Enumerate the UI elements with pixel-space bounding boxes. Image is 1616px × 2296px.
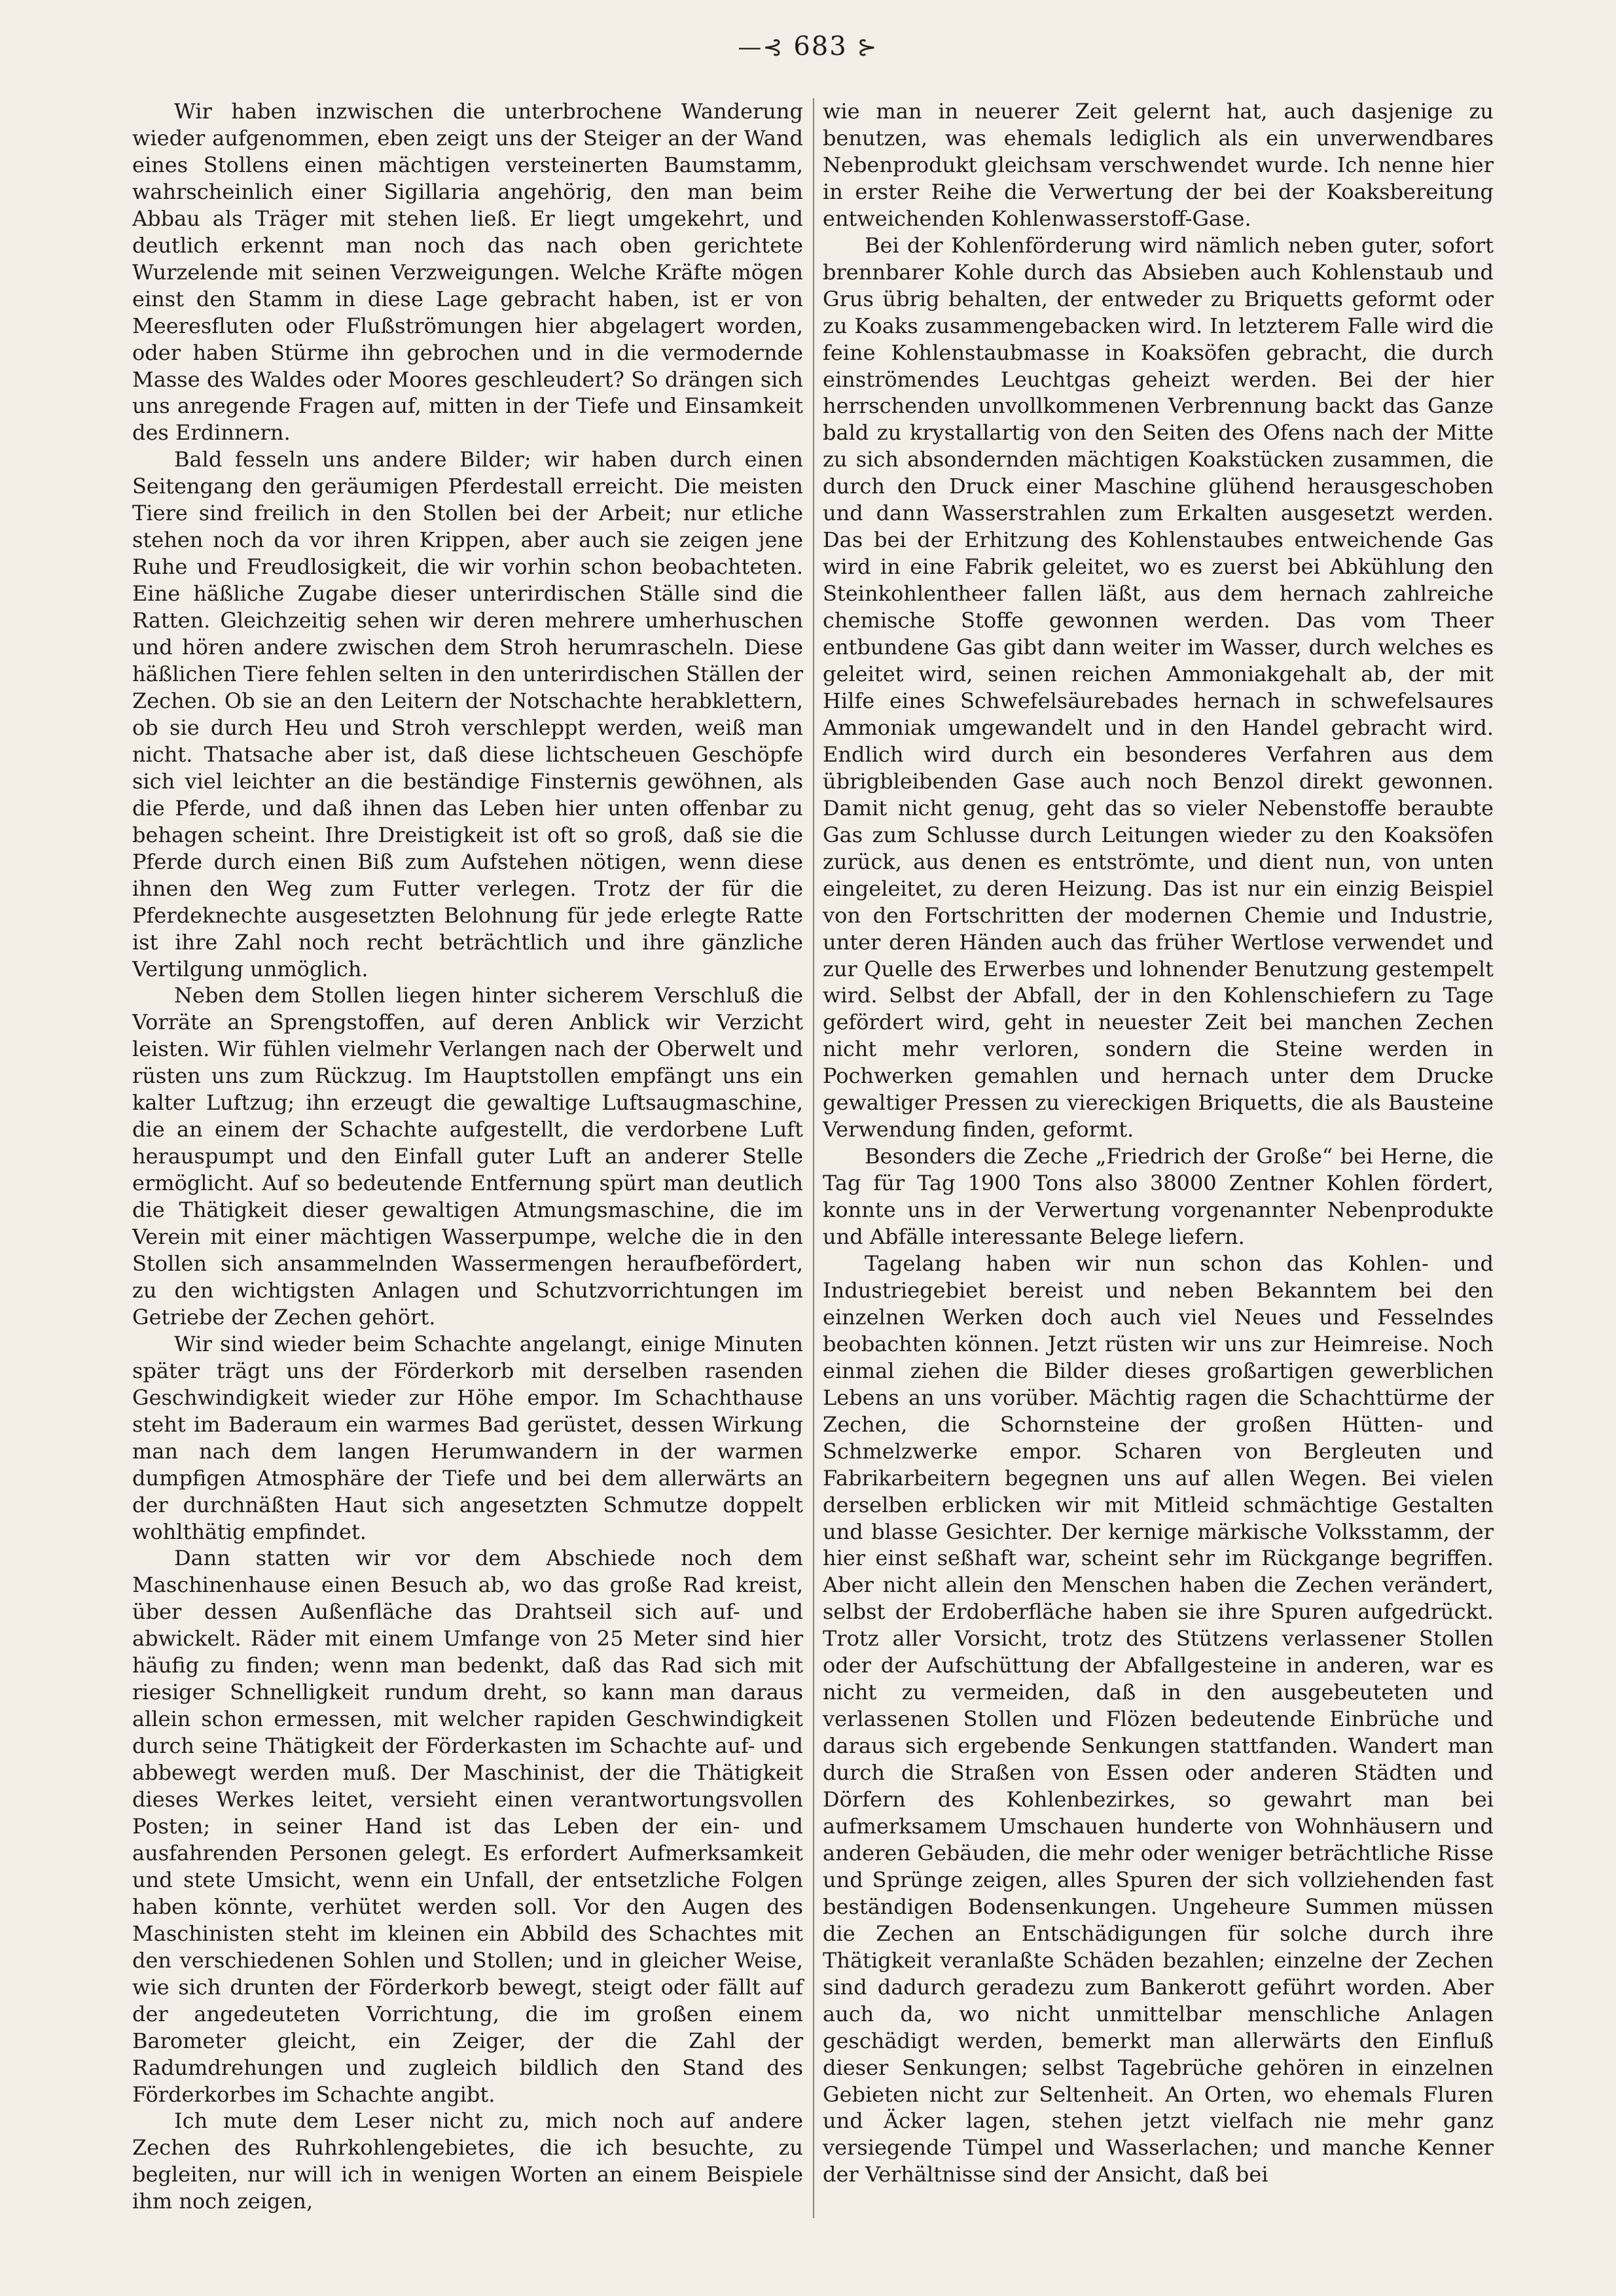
left-column	[132, 98, 803, 2215]
right-column	[823, 98, 1494, 2188]
page-number: 683	[793, 31, 848, 62]
paragraph: Tagelang haben wir nun schon das Kohlen- und Industriegebiet bereist und neben Bekanntem bei den einzelnen Werken doch auch viel Neues und Fesselndes beobachten können. Jetzt rüsten wir uns zur Heimreise. Noch einmal ziehen die Bilder dieses großartigen gewerblichen Lebens an uns vorüber. Mächtig ragen die Schachttürme der Zechen, die Schornsteine der großen Hütten- und Schmelzwerke empor. Scharen von Bergleuten und Fabrikarbeitern begegnen uns auf allen Wegen. Bei vielen derselben erblicken wir mit Mitleid schmächtige Gestalten und blasse Gesichter. Der kernige märkische Volksstamm, der hier einst seßhaft war, scheint sehr im Rückgange begriffen. Aber nicht allein den Menschen haben die Zechen verändert, selbst der Erdoberfläche haben sie ihre Spuren aufgedrückt. Trotz aller Vorsicht, trotz des Stützens verlassener Stollen oder der Aufschüttung der Abfallgesteine in anderen, war es nicht zu vermeiden, daß in den ausgebeuteten und verlassenen Stollen und Flözen bedeutende Einbrüche und daraus sich ergebende Senkungen stattfanden. Wandert man durch die Straßen von Essen oder anderen Städten und Dörfern des Kohlenbezirkes, so gewahrt man bei aufmerksamem Umschauen hunderte von Wohnhäusern und anderen Gebäuden, die mehr oder weniger beträchtliche Risse und Sprünge zeigen, alles Spuren der sich vollziehenden fast beständigen Bodensenkungen. Ungeheure Summen müssen die Zechen an Entschädigungen für solche durch ihre Thätigkeit veranlaßte Schäden bezahlen; einzelne der Zechen sind dadurch geradezu zum Bankerott geführt worden. Aber auch da, wo nicht unmittelbar menschliche Anlagen geschädigt werden, bemerkt man allerwärts den Einfluß dieser Senkungen; selbst Tagebrüche gehören in einzelnen Gebieten nicht zur Seltenheit. An Orten, wo ehemals Fluren und Äcker lagen, stehen jetzt vielfach nie mehr ganz versiegende Tümpel und Wasserlachen; und manche Kenner der Verhältnisse sind der Ansicht, daß bei	[823, 1250, 1494, 2187]
paragraph: Wir sind wieder beim Schachte angelangt, einige Minuten später trägt uns der Förderkorb mit derselben rasenden Geschwindigkeit wieder zur Höhe empor. Im Schachthause steht im Baderaum ein warmes Bad gerüstet, dessen Wirkung man nach dem langen Herumwandern in der warmen dumpfigen Atmosphäre der Tiefe und bei dem allerwärts an der durchnäßten Haut sich angesetzten Schmutze doppelt wohlthätig empfindet.	[132, 1331, 803, 1544]
paragraph: Dann statten wir vor dem Abschiede noch dem Maschinenhause einen Besuch ab, wo das große Rad kreist, über dessen Außenfläche das Drahtseil sich auf- und abwickelt. Räder mit einem Umfange von 25 Meter sind hier häufig zu finden; wenn man bedenkt, daß das Rad sich mit riesiger Schnelligkeit rundum dreht, so kann man daraus allein schon ermessen, mit welcher rapiden Geschwindigkeit durch seine Thätigkeit der Förderkasten im Schachte auf- und abbewegt werden muß. Der Maschinist, der die Thätigkeit dieses Werkes leitet, versieht einen verantwortungsvollen Posten; in seiner Hand ist das Leben der ein- und ausfahrenden Personen gelegt. Es erfordert Aufmerksamkeit und stete Umsicht, wenn ein Unfall, der entsetzliche Folgen haben könnte, verhütet werden soll. Vor den Augen des Maschinisten steht im kleinen ein Abbild des Schachtes mit den verschiedenen Sohlen und Stollen; und in gleicher Weise, wie sich drunten der Förderkorb bewegt, steigt oder fällt auf der angedeuteten Vorrichtung, die im großen einem Barometer gleicht, ein Zeiger, der die Zahl der Radumdrehungen und zugleich bildlich den Stand des Förderkorbes im Schachte angibt.	[132, 1545, 803, 2107]
paragraph: Neben dem Stollen liegen hinter sicherem Verschluß die Vorräte an Sprengstoffen, auf deren Anblick wir Verzicht leisten. Wir fühlen vielmehr Verlangen nach der Oberwelt und rüsten uns zum Rückzug. Im Hauptstollen empfängt uns ein kalter Luftzug; ihn erzeugt die gewaltige Luftsaugmaschine, die an einem der Schachte aufgestellt, die verdorbene Luft herauspumpt und den Einfall guter Luft an anderer Stelle ermöglicht. Auf so bedeutende Entfernung spürt man deutlich die Thätigkeit dieser gewaltigen Atmungsmaschine, die im Verein mit einer mächtigen Wasserpumpe, welche die in den Stollen sich ansammelnden Wassermengen heraufbefördert, zu den wichtigsten Anlagen und Schutzvorrichtungen im Getriebe der Zechen gehört.	[132, 983, 803, 1330]
paragraph: wie man in neuerer Zeit gelernt hat, auch dasjenige zu benutzen, was ehemals lediglich als ein unverwendbares Nebenprodukt gleichsam verschwendet wurde. Ich nenne hier in erster Reihe die Verwertung der bei der Koaksbereitung entweichenden Kohlenwasserstoff-Gase.	[823, 99, 1494, 231]
paragraph: Wir haben inzwischen die unterbrochene Wanderung wieder aufgenommen, eben zeigt uns der Steiger an der Wand eines Stollens einen mächtigen versteinerten Baumstamm, wahrscheinlich einer Sigillaria angehörig, den man beim Abbau als Träger mit stehen ließ. Er liegt umgekehrt, und deutlich erkennt man noch das nach oben gerichtete Wurzelende mit seinen Verzweigungen. Welche Kräfte mögen einst den Stamm in diese Lage gebracht haben, ist er von Meeresfluten oder Flußströmungen hier abgelagert worden, oder haben Stürme ihn gebrochen und in die vermodernde Masse des Waldes oder Moores geschleudert? So drängen sich uns anregende Fragen auf, mitten in der Tiefe und Einsamkeit des Erdinnern.	[132, 99, 803, 446]
paragraph: Bald fesseln uns andere Bilder; wir haben durch einen Seitengang den geräumigen Pferdestall erreicht. Die meisten Tiere sind freilich in den Stollen bei der Arbeit; nur etliche stehen noch da vor ihren Krippen, aber auch sie zeigen jene Ruhe und Freudlosigkeit, die wir vorhin schon beobachteten. Eine häßliche Zugabe dieser unterirdischen Ställe sind die Ratten. Gleichzeitig sehen wir deren mehrere umherhuschen und hören andere zwischen dem Stroh herumrascheln. Diese häßlichen Tiere fehlen selten in den unterirdischen Ställen der Zechen. Ob sie an den Leitern der Notschachte herabklettern, ob sie durch Heu und Stroh verschleppt werden, weiß man nicht. Thatsache aber ist, daß diese lichtscheuen Geschöpfe sich viel leichter an die beständige Finsternis gewöhnen, als die Pferde, und daß ihnen das Leben hier unten offenbar zu behagen scheint. Ihre Dreistigkeit ist oft so groß, daß sie die Pferde durch einen Biß zum Aufstehen nötigen, wenn diese ihnen den Weg zum Futter verlegen. Trotz der für die Pferdeknechte ausgesetzten Belohnung für jede erlegte Ratte ist ihre Zahl noch recht beträchtlich und ihre gänzliche Vertilgung unmöglich.	[132, 447, 803, 981]
ornament-right: ⊱	[857, 34, 878, 61]
paragraph: Besonders die Zeche „Friedrich der Große“ bei Herne, die Tag für Tag 1900 Tons also 38000 Zentner Kohlen fördert, konnte uns in der Verwertung vorgenannter Nebenprodukte und Abfälle interessante Belege liefern.	[823, 1144, 1494, 1250]
page-header	[0, 31, 1616, 62]
paragraph: Bei der Kohlenförderung wird nämlich neben guter, sofort brennbarer Kohle durch das Absieben auch Kohlenstaub und Grus übrig behalten, der entweder zu Briquetts geformt oder zu Koaks zusammengebacken wird. In letzterem Falle wird die feine Kohlenstaubmasse in Koaksöfen gebracht, die durch einströmendes Leuchtgas geheizt werden. Bei der hier herrschenden unvollkommenen Verbrennung backt das Ganze bald zu krystallartig von den Seiten des Ofens nach der Mitte zu sich absondernden mächtigen Koakstücken zusammen, die durch den Druck einer Maschine glühend herausgeschoben und dann Wasserstrahlen zum Erkalten ausgesetzt werden. Das bei der Erhitzung des Kohlenstaubes entweichende Gas wird in eine Fabrik geleitet, wo es zuerst bei Abkühlung den Steinkohlentheer fallen läßt, aus dem hernach zahlreiche chemische Stoffe gewonnen werden. Das vom Theer entbundene Gas gibt dann weiter im Wasser, durch welches es geleitet wird, seinen reichen Ammoniakgehalt ab, der mit Hilfe eines Schwefelsäurebades hernach in schwefelsaures Ammoniak umgewandelt und in den Handel gebracht wird. Endlich wird durch ein besonderes Verfahren aus dem übrigbleibenden Gase auch noch Benzol direkt gewonnen. Damit nicht genug, geht das so vieler Nebenstoffe beraubte Gas zum Schlusse durch Leitungen wieder zu den Koaksöfen zurück, aus denen es entströmte, und dient nun, von unten eingeleitet, zu deren Heizung. Das ist nur ein einzig Beispiel von den Fortschritten der modernen Chemie und Industrie, unter deren Händen auch das früher Wertlose verwendet und zur Quelle des Erwerbes und lohnender Benutzung gestempelt wird. Selbst der Abfall, der in den Kohlenschiefern zu Tage gefördert wird, geht in neuester Zeit bei manchen Zechen nicht mehr verloren, sondern die Steine werden in Pochwerken gemahlen und hernach unter dem Drucke gewaltiger Pressen zu viereckigen Briquetts, die als Bausteine Verwendung finden, geformt.	[823, 232, 1494, 1142]
paragraph: Ich mute dem Leser nicht zu, mich noch auf andere Zechen des Ruhrkohlengebietes, die ich besuchte, zu begleiten, nur will ich in wenigen Worten an einem Beispiele ihm noch zeigen,	[132, 2108, 803, 2214]
column-divider	[813, 98, 814, 2218]
ornament-left: —⊰	[738, 34, 784, 61]
